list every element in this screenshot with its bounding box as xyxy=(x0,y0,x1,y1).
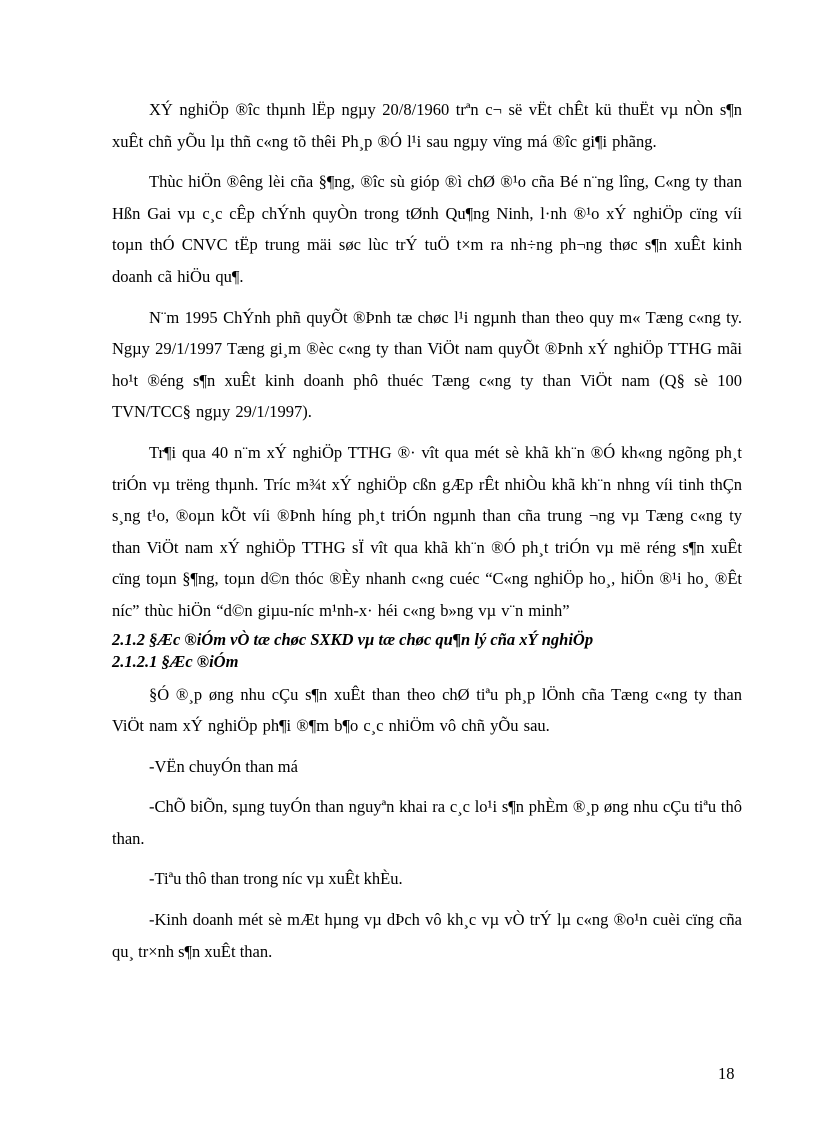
task-item-transport: -VËn chuyÓn than má xyxy=(149,756,298,776)
task-item-business: -Kinh doanh mét sè mÆt hµng vµ dÞch vô kh¸c vµ vÒ trÝ lµ c«ng ®o¹n cuèi cïng cña qu¸ tr×nh s¶n xuÊt than. xyxy=(112,910,742,961)
page-number: 18 xyxy=(718,1064,735,1083)
subsection-heading: 2.1.2.1 §Æc ®iÓm xyxy=(112,651,239,671)
task-item-processing: -ChÕ biÕn, sµng tuyÓn than nguyªn khai ra c¸c lo¹i s¶n phÈm ®¸p øng nhu cÇu tiªu thô than. xyxy=(112,797,742,848)
task-item-consumption: -Tiªu thô than trong níc vµ xuÊt khÈu. xyxy=(149,869,403,889)
paragraph-restructure: N¨m 1995 ChÝnh phñ quyÕt ®Þnh tæ chøc l¹i ngµnh than theo quy m« Tæng c«ng ty. Ngµy 29/1/1997 Tæng gi¸m ®èc c«ng ty than ViÖt nam quyÕt ®Þnh xÝ nghiÖp TTHG mãi ho¹t ®éng s¶n xuÊt kinh doanh phô thuéc Tæng c«ng ty than ViÖt nam (Q§ sè 100 TVN/TCC§ ngµy 29/1/1997). xyxy=(112,307,742,422)
section-heading: 2.1.2 §Æc ®iÓm vÒ tæ chøc SXKD vµ tæ chøc qu¶n lý cña xÝ nghiÖp xyxy=(112,629,594,649)
paragraph-development: Tr¶i qua 40 n¨m xÝ nghiÖp TTHG ®· vît qua mét sè khã kh¨n ®Ó kh«ng ngõng ph¸t triÓn vµ trëng thµnh. Tríc m¾t xÝ nghiÖp cßn gÆp rÊt nhiÒu khã kh¨n nhng víi tinh thÇn s¸ng t¹o, ®oµn kÕt víi ®Þnh híng ph¸t triÓn ngµnh than cña trung ¬ng vµ Tæng c«ng ty than ViÖt nam xÝ nghiÖp TTHG sÏ vît qua khã kh¨n ®Ó ph¸t triÓn vµ më réng s¶n xuÊt cïng toµn §¶ng, toµn d©n thóc ®Èy nhanh c«ng cuéc “C«ng nghiÖp ho¸, hiÖn ®¹i ho¸ ®Êt níc” thùc hiÖn “d©n giµu-níc m¹nh-x· héi c«ng b»ng vµ v¨n minh” xyxy=(112,442,742,620)
paragraph-tasks-intro: §Ó ®¸p øng nhu cÇu s¶n xuÊt than theo chØ tiªu ph¸p lÖnh cña Tæng c«ng ty than ViÖt nam xÝ nghiÖp ph¶i ®¶m b¶o c¸c nhiÖm vô chñ yÕu sau. xyxy=(112,684,742,736)
document-page xyxy=(112,94,742,976)
paragraph-history: XÝ nghiÖp ®îc thµnh lËp ngµy 20/8/1960 trªn c¬ së vËt chÊt kü thuËt vµ nÒn s¶n xuÊt chñ yÕu lµ thñ c«ng tõ thêi Ph¸p ®Ó l¹i sau ngµy vïng má ®îc gi¶i phãng. xyxy=(112,100,742,151)
paragraph-leadership: Thùc hiÖn ®êng lèi cña §¶ng, ®îc sù gióp ®ì chØ ®¹o cña Bé n¨ng lîng, C«ng ty than Hßn Gai vµ c¸c cÊp chÝnh quyÒn trong tØnh Qu¶ng Ninh, l·nh ®¹o xÝ nghiÖp cïng víi toµn thÓ CNVC tËp trung mäi søc lùc trÝ tuÖ t×m ra nh÷ng ph¬ng thøc s¶n xuÊt kinh doanh cã hiÖu qu¶. xyxy=(112,172,742,286)
